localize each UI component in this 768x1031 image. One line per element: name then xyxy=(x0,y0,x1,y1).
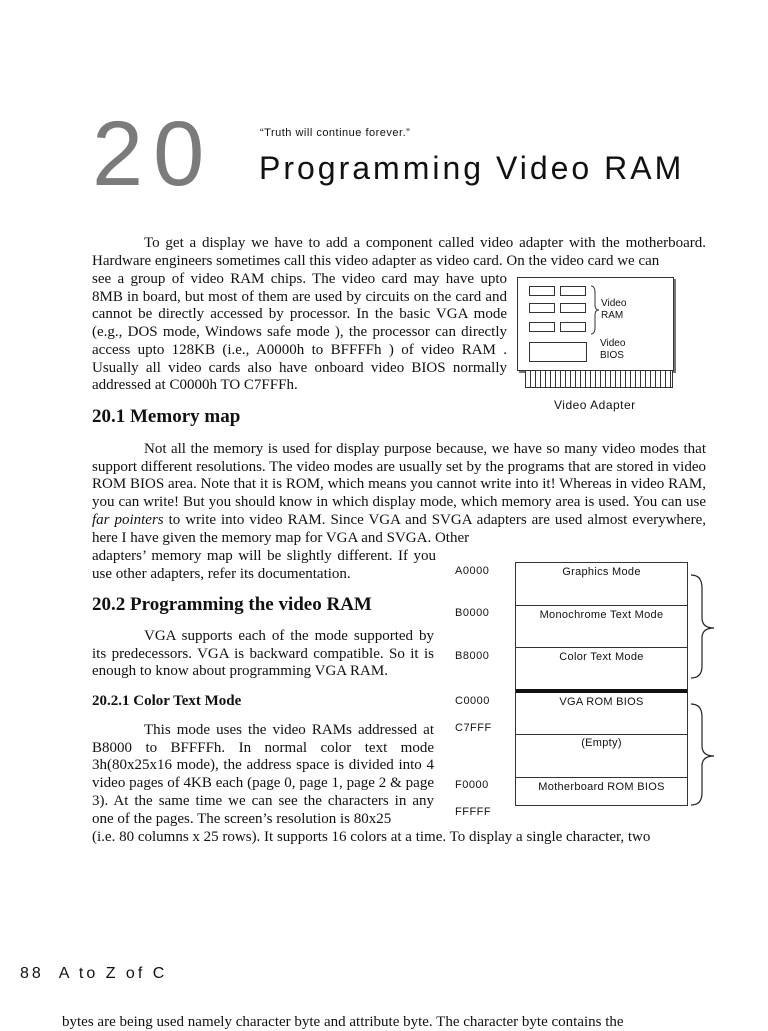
ram-chip xyxy=(560,286,586,296)
ram-chip xyxy=(560,303,586,313)
video-card-diagram xyxy=(517,277,674,371)
card-edge-connector xyxy=(525,371,673,388)
color-text-paragraph: This mode uses the video RAMs addressed at B8000 to BFFFFh. In normal color text mode 3h(80x25x16 mode), the address space is divided into 4 video pages of 4KB each (page 0, page 1, page 2 & page 3). At the same time we can see the characters in any one of the pages. The screen’s resolution is 80x25 xyxy=(92,722,434,827)
color-text-paragraph-continued: (i.e. 80 columns x 25 rows). It supports 16 colors at a time. To display a single character, two xyxy=(92,829,651,845)
book-title: A to Z of C xyxy=(58,965,168,982)
page-footer xyxy=(20,965,167,983)
bios-chip xyxy=(529,342,587,362)
section-heading-memory-map: 20.1 Memory map xyxy=(92,406,241,427)
intro-paragraph-continued: see a group of video RAM chips. The video card may have upto 8MB in board, but most of them are used by circuits on the card and cannot be directly accessed by processor. In the basic VGA mode (e.g., DOS mode, Windows safe mode ), the processor can directly access upto 128KB (i.e., A0000h to BFFFFh ) of video RAM . Usually all video cards also have onboard video BIOS normally addressed at C0000h TO C7FFFh. xyxy=(92,271,507,394)
paragraph-text: Not all the memory is used for display purpose because, we have so many video modes that support different resolutions. The video modes are usually set by the programs that are stored in video ROM BIOS area. Note that it is ROM, which means you cannot write into it! Whereas in video RAM, you can write! But you should know in which display mode, which memory area is used. You can use xyxy=(92,441,706,511)
page-number: 88 xyxy=(20,965,44,982)
ram-chip xyxy=(560,322,586,332)
subsection-heading-color-text: 20.2.1 Color Text Mode xyxy=(92,693,242,709)
address-label: C7FFF xyxy=(455,722,492,734)
memory-region: VGA ROM BIOS xyxy=(516,693,687,735)
video-ram-label: Video RAM xyxy=(601,298,627,321)
paragraph-text: to write into video RAM. Since VGA and SVGA adapters are used almost everywhere, here I have given the memory map for VGA and SVGA. Other xyxy=(92,511,706,546)
address-label: B8000 xyxy=(455,650,490,662)
ram-chip xyxy=(529,286,555,296)
chapter-title: Programming Video RAM xyxy=(259,150,685,186)
ram-chip xyxy=(529,322,555,332)
epigraph: “Truth will continue forever.” xyxy=(260,127,411,139)
figure-caption: Video Adapter xyxy=(554,398,636,412)
memory-region: Color Text Mode xyxy=(516,648,687,693)
intro-paragraph: To get a display we have to add a component called video adapter with the motherboard. Hardware engineers sometimes call this video adapter as video card. On the video card we can xyxy=(92,235,706,269)
ram-chip xyxy=(529,303,555,313)
video-bios-label: Video BIOS xyxy=(600,338,626,361)
memory-region: Motherboard ROM BIOS xyxy=(538,781,665,793)
memory-map-diagram xyxy=(515,562,688,806)
section-heading-programming: 20.2 Programming the video RAM xyxy=(92,594,372,615)
address-label: FFFFF xyxy=(455,806,492,818)
address-label: A0000 xyxy=(455,565,490,577)
memory-region: Monochrome Text Mode xyxy=(516,606,687,648)
memory-region: Graphics Mode xyxy=(516,563,687,606)
memory-map-paragraph xyxy=(92,441,706,547)
address-label: B0000 xyxy=(455,607,490,619)
memory-region: (Empty) xyxy=(516,735,687,778)
chapter-number: 20 xyxy=(92,103,215,205)
programming-paragraph: VGA supports each of the mode supported by its predecessors. VGA is backward compatible. So it is enough to know about programming VGA RAM. xyxy=(92,628,434,680)
next-page-text: bytes are being used namely character byte and attribute byte. The character byte contains the xyxy=(62,1014,624,1030)
address-label: C0000 xyxy=(455,695,490,707)
ram-brace-icon xyxy=(590,285,600,335)
address-label: F0000 xyxy=(455,779,489,791)
italic-term: far pointers xyxy=(92,511,164,528)
memory-brace-icon xyxy=(690,574,718,808)
memory-map-paragraph-continued: adapters’ memory map will be slightly different. If you use other adapters, refer its documentation. xyxy=(92,548,436,582)
